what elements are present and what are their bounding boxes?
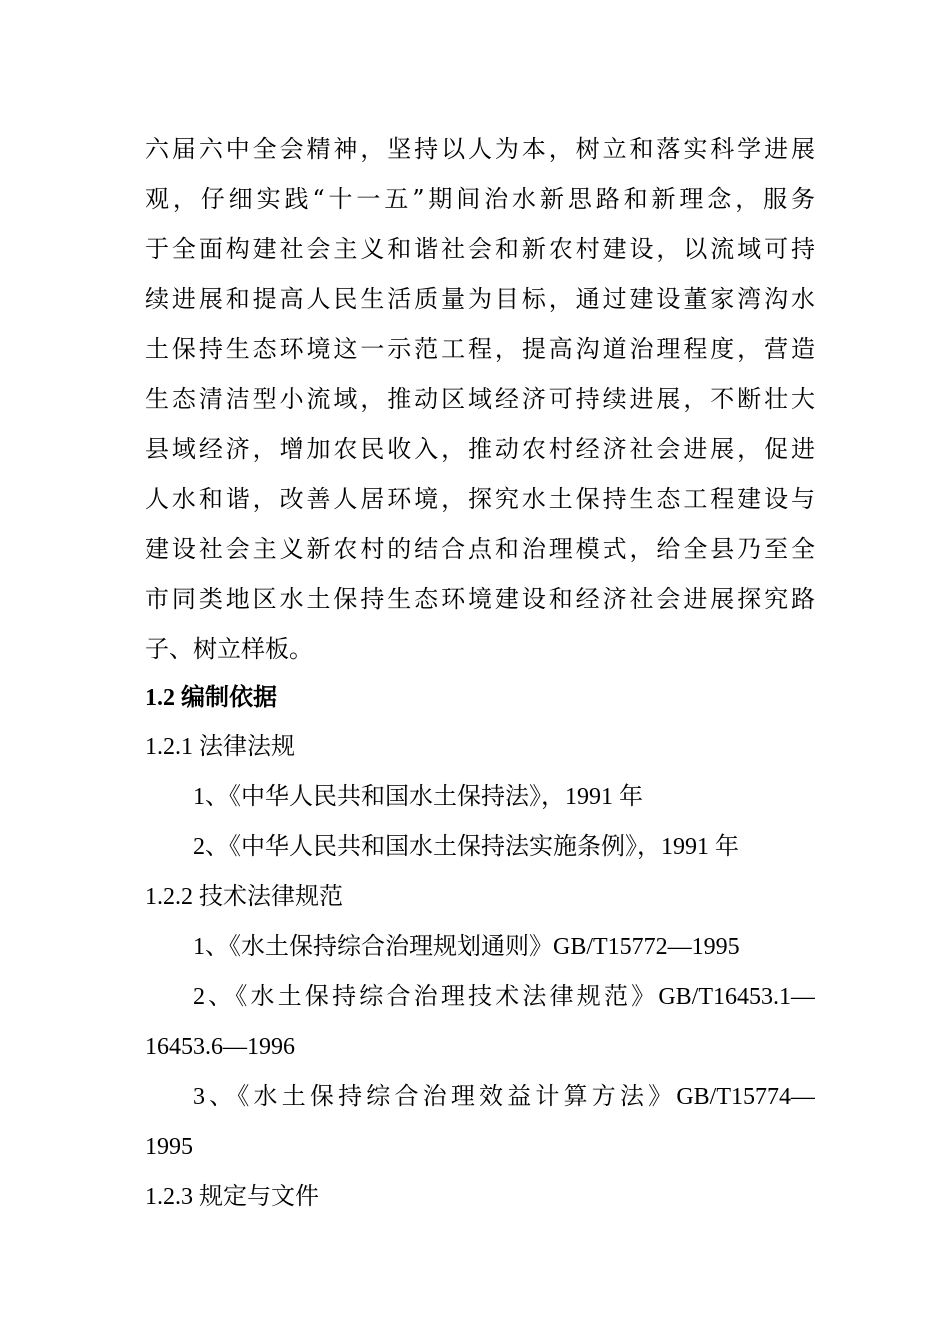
paragraph-line: 于全面构建社会主义和谐社会和新农村建设，以流域可持 [145,235,815,263]
paragraph-line: 续进展和提高人民生活质量为目标，通过建设董家湾沟水 [145,285,815,313]
paragraph-line: 六届六中全会精神，坚持以人为本，树立和落实科学进展 [145,135,815,163]
paragraph-line: 观，仔细实践“十一五”期间治水新思路和新理念，服务 [145,185,815,213]
paragraph-line: 市同类地区水土保持生态环境建设和经济社会进展探究路 [145,585,815,613]
list-item: 1、《中华人民共和国水土保持法》，1991 年 [193,784,643,810]
paragraph-line: 建设社会主义新农村的结合点和治理模式，给全县乃至全 [145,535,815,563]
list-item: 2、《中华人民共和国水土保持法实施条例》，1991 年 [193,834,739,860]
list-item-continuation: 1995 [145,1134,193,1160]
list-item: 3、《水土保持综合治理效益计算方法》GB/T15774— [193,1084,815,1110]
subsection-title-standards: 1.2.2 技术法律规范 [145,884,343,910]
list-item-continuation: 16453.6—1996 [145,1034,295,1060]
list-item: 1、《水土保持综合治理规划通则》GB/T15772—1995 [193,934,740,960]
paragraph-line: 人水和谐，改善人居环境，探究水土保持生态工程建设与 [145,485,815,513]
paragraph-line: 土保持生态环境这一示范工程，提高沟道治理程度，营造 [145,335,815,363]
paragraph-line: 子、树立样板。 [145,635,313,663]
subsection-title-documents: 1.2.3 规定与文件 [145,1184,319,1210]
paragraph-line: 生态清洁型小流域，推动区域经济可持续进展，不断壮大 [145,385,815,413]
list-item: 2、《水土保持综合治理技术法律规范》GB/T16453.1— [193,984,815,1010]
paragraph-line: 县域经济，增加农民收入，推动农村经济社会进展，促进 [145,435,815,463]
section-heading: 1.2 编制依据 [145,685,277,711]
subsection-title-laws: 1.2.1 法律法规 [145,734,295,760]
